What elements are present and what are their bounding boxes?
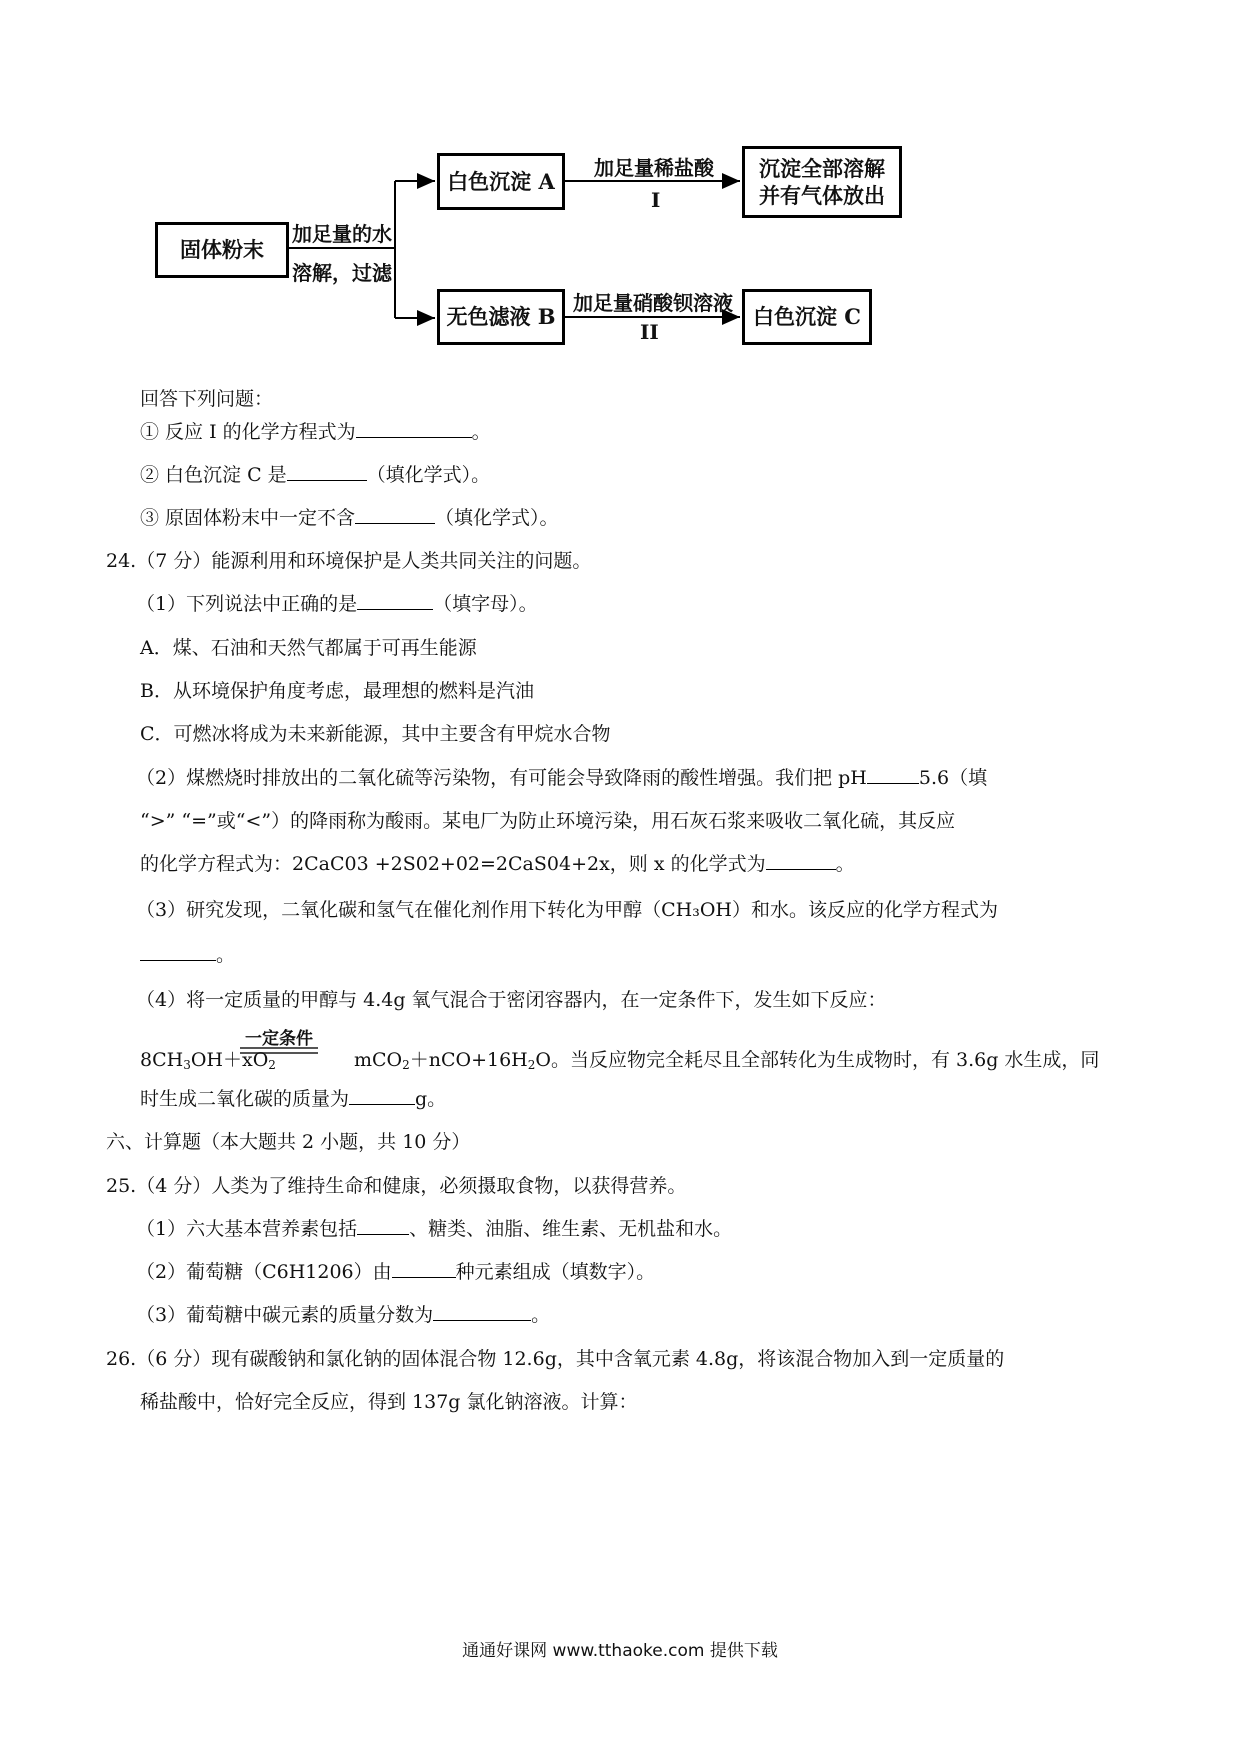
box-colorless-filtrate-b: 无色滤液 B xyxy=(437,289,565,345)
q24-sub-4-line-3: 时生成二氧化碳的质量为 g。 xyxy=(140,1084,446,1114)
q24-sub-4-line-1: （4）将一定质量的甲醇与 4.4g 氧气混合于密闭容器内，在一定条件下，发生如下反应： xyxy=(136,989,887,1011)
q24-title: 24.（7 分）能源利用和环境保护是人类共同关注的问题。 xyxy=(106,550,592,572)
q24-sub-1: （1）下列说法中正确的是 （填字母）。 xyxy=(136,589,538,619)
q24-sub-2-line-1: （2）煤燃烧时排放出的二氧化硫等污染物，有可能会导致降雨的酸性增强。我们把 pH 5.6（填 xyxy=(136,763,987,793)
answer-blank[interactable] xyxy=(357,589,433,610)
box-solid-powder: 固体粉末 xyxy=(155,222,289,278)
flowchart-arrows xyxy=(0,0,1240,400)
q25-title: 25.（4 分）人类为了维持生命和健康，必须摄取食物，以获得营养。 xyxy=(106,1175,687,1197)
q23-part-3: ③ 原固体粉末中一定不含 （填化学式）。 xyxy=(140,503,559,533)
box-result-dissolve-gas: 沉淀全部溶解并有气体放出 xyxy=(742,146,902,218)
q23-prompt: 回答下列问题： xyxy=(140,388,274,410)
answer-blank[interactable] xyxy=(349,1084,415,1105)
label-reaction-1-num: I xyxy=(651,188,661,212)
answer-blank[interactable] xyxy=(357,1214,409,1235)
label-reaction-2-num: II xyxy=(640,320,659,344)
q24-sub-2-line-3: 的化学方程式为：2CaC03 +2S02+02=2CaS04+2x，则 x 的化学式为 。 xyxy=(140,849,855,879)
label-reaction-1: 加足量稀盐酸 xyxy=(594,156,714,180)
label-reaction-2: 加足量硝酸钡溶液 xyxy=(573,291,733,315)
reaction-condition: 一定条件 xyxy=(245,1029,313,1049)
answer-blank[interactable] xyxy=(355,503,435,524)
answer-blank[interactable] xyxy=(392,1257,456,1278)
q24-sub-4-equation: $8CH_3OH+xO_2$ $mCO_2+nCO+16H_2O$。当反应物完全耗尽且全部转化为生成物时，有 3.6g 水生成，同 xyxy=(140,1049,1100,1072)
label-dissolve-filter: 溶解，过滤 xyxy=(292,261,392,285)
section-6-title: 六、计算题（本大题共 2 小题，共 10 分） xyxy=(106,1131,471,1153)
q25-sub-1: （1）六大基本营养素包括 、糖类、油脂、维生素、无机盐和水。 xyxy=(136,1214,732,1244)
q23-part-2: ② 白色沉淀 C 是 （填化学式）。 xyxy=(140,460,490,490)
answer-blank[interactable] xyxy=(140,940,216,961)
q25-sub-3: （3）葡萄糖中碳元素的质量分数为 。 xyxy=(136,1300,550,1330)
answer-blank[interactable] xyxy=(766,849,836,870)
page-footer: 通通好课网 www.tthaoke.com 提供下载 xyxy=(462,1641,778,1661)
answer-blank[interactable] xyxy=(867,763,919,784)
q24-option-c: C．可燃冰将成为未来新能源，其中主要含有甲烷水合物 xyxy=(140,723,611,745)
q26-line-2: 稀盐酸中，恰好完全反应，得到 137g 氯化钠溶液。计算： xyxy=(140,1391,638,1413)
q25-sub-2: （2）葡萄糖（C6H1206）由 种元素组成（填数字）。 xyxy=(136,1257,655,1287)
q26-line-1: 26.（6 分）现有碳酸钠和氯化钠的固体混合物 12.6g，其中含氧元素 4.8g，将该混合物加入到一定质量的 xyxy=(106,1348,1005,1370)
q24-option-a: A．煤、石油和天然气都属于可再生能源 xyxy=(140,637,477,659)
box-white-precipitate-c: 白色沉淀 C xyxy=(742,289,872,345)
q24-sub-3-line-2: 。 xyxy=(140,940,235,970)
answer-blank[interactable] xyxy=(433,1300,531,1321)
label-add-water: 加足量的水 xyxy=(292,222,392,246)
answer-blank[interactable] xyxy=(356,417,472,438)
q24-sub-2-line-2: “>” “=”或“<”）的降雨称为酸雨。某电厂为防止环境污染，用石灰石浆来吸收二氧化硫，其反应 xyxy=(140,810,956,832)
q23-part-1: ① 反应 I 的化学方程式为 。 xyxy=(140,417,491,447)
box-white-precipitate-a: 白色沉淀 A xyxy=(437,153,565,210)
answer-blank[interactable] xyxy=(287,460,367,481)
q24-option-b: B．从环境保护角度考虑，最理想的燃料是汽油 xyxy=(140,680,534,702)
q24-sub-3-line-1: （3）研究发现，二氧化碳和氢气在催化剂作用下转化为甲醇（CH₃OH）和水。该反应的化学方程式为 xyxy=(136,899,998,921)
